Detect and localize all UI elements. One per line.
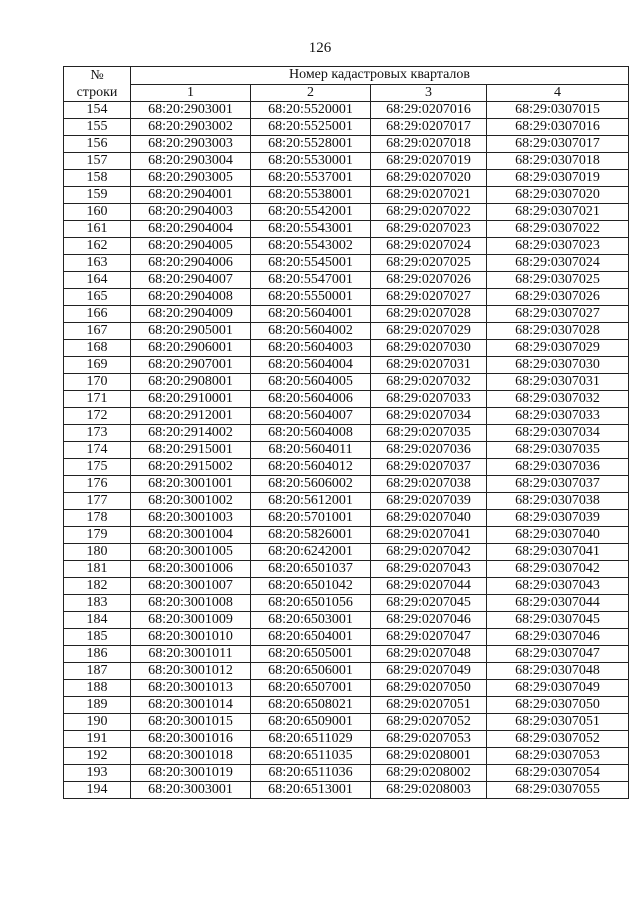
quarter-col3-cell: 68:29:0207047 <box>371 629 487 646</box>
quarter-col4-cell: 68:29:0307017 <box>487 136 629 153</box>
row-number-cell: 178 <box>64 510 131 527</box>
row-number-cell: 177 <box>64 493 131 510</box>
quarter-col2-cell: 68:20:5525001 <box>251 119 371 136</box>
row-number-cell: 175 <box>64 459 131 476</box>
quarter-col1-cell: 68:20:3001013 <box>131 680 251 697</box>
quarter-col1-cell: 68:20:3001009 <box>131 612 251 629</box>
quarter-col3-cell: 68:29:0207024 <box>371 238 487 255</box>
quarter-col2-cell: 68:20:5604012 <box>251 459 371 476</box>
quarter-col4-cell: 68:29:0307042 <box>487 561 629 578</box>
quarter-col1-cell: 68:20:2904006 <box>131 255 251 272</box>
table-row <box>64 459 629 476</box>
table-row <box>64 238 629 255</box>
quarter-col4-cell: 68:29:0307030 <box>487 357 629 374</box>
quarter-col2-cell: 68:20:5604011 <box>251 442 371 459</box>
table-row <box>64 731 629 748</box>
quarter-col2-cell: 68:20:6511035 <box>251 748 371 765</box>
quarter-col3-cell: 68:29:0207040 <box>371 510 487 527</box>
quarter-col3-cell: 68:29:0207019 <box>371 153 487 170</box>
row-number-cell: 163 <box>64 255 131 272</box>
quarter-col4-cell: 68:29:0307035 <box>487 442 629 459</box>
quarter-col4-cell: 68:29:0307041 <box>487 544 629 561</box>
table-row <box>64 442 629 459</box>
quarter-col1-cell: 68:20:3001018 <box>131 748 251 765</box>
table-row <box>64 204 629 221</box>
header-row-group <box>64 67 629 85</box>
row-number-cell: 193 <box>64 765 131 782</box>
quarter-col2-cell: 68:20:5545001 <box>251 255 371 272</box>
header-row-columns <box>64 84 629 102</box>
quarter-col3-cell: 68:29:0207025 <box>371 255 487 272</box>
quarter-col2-cell: 68:20:6504001 <box>251 629 371 646</box>
quarter-col4-cell: 68:29:0307032 <box>487 391 629 408</box>
quarter-col2-cell: 68:20:5604008 <box>251 425 371 442</box>
quarter-col2-cell: 68:20:6507001 <box>251 680 371 697</box>
table-row <box>64 374 629 391</box>
quarter-col1-cell: 68:20:2904003 <box>131 204 251 221</box>
table-row <box>64 782 629 799</box>
table-row <box>64 561 629 578</box>
table-row <box>64 272 629 289</box>
row-number-header-line2: строки <box>76 85 118 100</box>
quarter-col1-cell: 68:20:2915002 <box>131 459 251 476</box>
quarter-col4-cell: 68:29:0307048 <box>487 663 629 680</box>
quarter-col3-cell: 68:29:0207049 <box>371 663 487 680</box>
quarter-col3-cell: 68:29:0208002 <box>371 765 487 782</box>
quarter-col4-cell: 68:29:0307038 <box>487 493 629 510</box>
table-row <box>64 221 629 238</box>
quarter-col2-cell: 68:20:5606002 <box>251 476 371 493</box>
quarter-col2-cell: 68:20:6501042 <box>251 578 371 595</box>
quarter-col3-cell: 68:29:0207053 <box>371 731 487 748</box>
table-row <box>64 765 629 782</box>
quarter-col2-cell: 68:20:5604005 <box>251 374 371 391</box>
quarter-col4-cell: 68:29:0307034 <box>487 425 629 442</box>
row-number-cell: 155 <box>64 119 131 136</box>
table-row <box>64 408 629 425</box>
table-row <box>64 187 629 204</box>
quarter-col4-cell: 68:29:0307026 <box>487 289 629 306</box>
quarter-col4-cell: 68:29:0307044 <box>487 595 629 612</box>
quarter-col2-cell: 68:20:5604001 <box>251 306 371 323</box>
quarter-col3-cell: 68:29:0207045 <box>371 595 487 612</box>
row-number-cell: 167 <box>64 323 131 340</box>
quarter-col3-cell: 68:29:0207032 <box>371 374 487 391</box>
quarter-col1-cell: 68:20:2904009 <box>131 306 251 323</box>
quarter-col2-cell: 68:20:6506001 <box>251 663 371 680</box>
quarter-col4-cell: 68:29:0307045 <box>487 612 629 629</box>
quarter-col1-cell: 68:20:3001016 <box>131 731 251 748</box>
quarter-col1-cell: 68:20:2907001 <box>131 357 251 374</box>
page-number: 126 <box>308 40 332 56</box>
quarter-col3-cell: 68:29:0207029 <box>371 323 487 340</box>
quarter-col2-cell: 68:20:5701001 <box>251 510 371 527</box>
table-body <box>64 102 629 799</box>
row-number-header-line1: № <box>90 68 104 83</box>
row-number-cell: 187 <box>64 663 131 680</box>
quarter-col1-cell: 68:20:2914002 <box>131 425 251 442</box>
row-number-cell: 181 <box>64 561 131 578</box>
quarter-col1-cell: 68:20:3001005 <box>131 544 251 561</box>
quarter-col1-cell: 68:20:3001010 <box>131 629 251 646</box>
cadastral-quarters-group-header: Номер кадастровых кварталов <box>131 67 629 85</box>
row-number-cell: 180 <box>64 544 131 561</box>
table-row <box>64 102 629 119</box>
quarter-col4-cell: 68:29:0307043 <box>487 578 629 595</box>
quarter-col3-cell: 68:29:0207018 <box>371 136 487 153</box>
table-row <box>64 663 629 680</box>
quarter-col2-cell: 68:20:5604006 <box>251 391 371 408</box>
quarter-col1-cell: 68:20:3003001 <box>131 782 251 799</box>
quarter-col1-cell: 68:20:2912001 <box>131 408 251 425</box>
quarter-col1-cell: 68:20:2903002 <box>131 119 251 136</box>
row-number-cell: 164 <box>64 272 131 289</box>
quarter-col4-cell: 68:29:0307022 <box>487 221 629 238</box>
table-row <box>64 544 629 561</box>
quarter-col4-cell: 68:29:0307050 <box>487 697 629 714</box>
quarter-col3-cell: 68:29:0207020 <box>371 170 487 187</box>
quarter-col1-cell: 68:20:2904005 <box>131 238 251 255</box>
quarter-col2-cell: 68:20:5604002 <box>251 323 371 340</box>
quarter-col1-cell: 68:20:2904008 <box>131 289 251 306</box>
table-row <box>64 391 629 408</box>
quarter-col2-cell: 68:20:5543002 <box>251 238 371 255</box>
row-number-cell: 161 <box>64 221 131 238</box>
quarter-col3-cell: 68:29:0207023 <box>371 221 487 238</box>
quarter-col2-cell: 68:20:5543001 <box>251 221 371 238</box>
quarter-col2-cell: 68:20:6503001 <box>251 612 371 629</box>
quarter-col1-cell: 68:20:2903003 <box>131 136 251 153</box>
quarter-col2-cell: 68:20:5604007 <box>251 408 371 425</box>
quarter-col3-cell: 68:29:0208001 <box>371 748 487 765</box>
quarter-col2-cell: 68:20:5538001 <box>251 187 371 204</box>
table-header <box>64 67 629 102</box>
row-number-cell: 158 <box>64 170 131 187</box>
quarter-col4-cell: 68:29:0307040 <box>487 527 629 544</box>
row-number-cell: 173 <box>64 425 131 442</box>
quarter-col1-cell: 68:20:3001011 <box>131 646 251 663</box>
quarter-col4-cell: 68:29:0307053 <box>487 748 629 765</box>
quarter-col1-cell: 68:20:3001001 <box>131 476 251 493</box>
quarter-col4-cell: 68:29:0307052 <box>487 731 629 748</box>
row-number-cell: 159 <box>64 187 131 204</box>
table-row <box>64 646 629 663</box>
row-number-cell: 160 <box>64 204 131 221</box>
row-number-cell: 166 <box>64 306 131 323</box>
row-number-cell: 183 <box>64 595 131 612</box>
row-number-cell: 165 <box>64 289 131 306</box>
quarter-col1-cell: 68:20:3001006 <box>131 561 251 578</box>
cadastral-quarters-table <box>63 66 629 799</box>
quarter-col3-cell: 68:29:0207043 <box>371 561 487 578</box>
column-header-2: 2 <box>251 84 371 102</box>
table-row <box>64 748 629 765</box>
table-row <box>64 136 629 153</box>
quarter-col2-cell: 68:20:5520001 <box>251 102 371 119</box>
quarter-col2-cell: 68:20:6501037 <box>251 561 371 578</box>
quarter-col2-cell: 68:20:6242001 <box>251 544 371 561</box>
quarter-col2-cell: 68:20:5604003 <box>251 340 371 357</box>
quarter-col1-cell: 68:20:3001003 <box>131 510 251 527</box>
quarter-col2-cell: 68:20:5604004 <box>251 357 371 374</box>
row-number-cell: 170 <box>64 374 131 391</box>
row-number-cell: 185 <box>64 629 131 646</box>
row-number-cell: 189 <box>64 697 131 714</box>
quarter-col3-cell: 68:29:0207042 <box>371 544 487 561</box>
quarter-col4-cell: 68:29:0307016 <box>487 119 629 136</box>
column-header-1: 1 <box>131 84 251 102</box>
quarter-col4-cell: 68:29:0307039 <box>487 510 629 527</box>
quarter-col3-cell: 68:29:0207036 <box>371 442 487 459</box>
table-row <box>64 680 629 697</box>
quarter-col3-cell: 68:29:0207027 <box>371 289 487 306</box>
quarter-col2-cell: 68:20:6509001 <box>251 714 371 731</box>
quarter-col4-cell: 68:29:0307031 <box>487 374 629 391</box>
quarter-col3-cell: 68:29:0207028 <box>371 306 487 323</box>
table-row <box>64 425 629 442</box>
row-number-cell: 157 <box>64 153 131 170</box>
quarter-col3-cell: 68:29:0207017 <box>371 119 487 136</box>
quarter-col1-cell: 68:20:2904001 <box>131 187 251 204</box>
row-number-cell: 174 <box>64 442 131 459</box>
quarter-col3-cell: 68:29:0207030 <box>371 340 487 357</box>
quarter-col1-cell: 68:20:2908001 <box>131 374 251 391</box>
quarter-col3-cell: 68:29:0207026 <box>371 272 487 289</box>
quarter-col1-cell: 68:20:2904007 <box>131 272 251 289</box>
row-number-cell: 172 <box>64 408 131 425</box>
quarter-col4-cell: 68:29:0307037 <box>487 476 629 493</box>
quarter-col4-cell: 68:29:0307033 <box>487 408 629 425</box>
quarter-col3-cell: 68:29:0207021 <box>371 187 487 204</box>
quarter-col4-cell: 68:29:0307028 <box>487 323 629 340</box>
row-number-cell: 154 <box>64 102 131 119</box>
quarter-col3-cell: 68:29:0207035 <box>371 425 487 442</box>
quarter-col1-cell: 68:20:3001012 <box>131 663 251 680</box>
row-number-cell: 169 <box>64 357 131 374</box>
table-row <box>64 153 629 170</box>
table-row <box>64 612 629 629</box>
row-number-cell: 168 <box>64 340 131 357</box>
quarter-col1-cell: 68:20:2910001 <box>131 391 251 408</box>
quarter-col3-cell: 68:29:0207033 <box>371 391 487 408</box>
quarter-col1-cell: 68:20:2904004 <box>131 221 251 238</box>
quarter-col4-cell: 68:29:0307054 <box>487 765 629 782</box>
quarter-col2-cell: 68:20:5528001 <box>251 136 371 153</box>
table-row <box>64 476 629 493</box>
row-number-cell: 179 <box>64 527 131 544</box>
quarter-col4-cell: 68:29:0307055 <box>487 782 629 799</box>
row-number-header <box>64 67 131 102</box>
table-row <box>64 357 629 374</box>
table-row <box>64 289 629 306</box>
quarter-col1-cell: 68:20:3001019 <box>131 765 251 782</box>
quarter-col4-cell: 68:29:0307029 <box>487 340 629 357</box>
quarter-col1-cell: 68:20:2915001 <box>131 442 251 459</box>
quarter-col3-cell: 68:29:0207039 <box>371 493 487 510</box>
quarter-col2-cell: 68:20:5826001 <box>251 527 371 544</box>
quarter-col2-cell: 68:20:5530001 <box>251 153 371 170</box>
quarter-col3-cell: 68:29:0207044 <box>371 578 487 595</box>
quarter-col4-cell: 68:29:0307024 <box>487 255 629 272</box>
quarter-col3-cell: 68:29:0207038 <box>371 476 487 493</box>
column-header-3: 3 <box>371 84 487 102</box>
quarter-col3-cell: 68:29:0207016 <box>371 102 487 119</box>
quarter-col4-cell: 68:29:0307020 <box>487 187 629 204</box>
table-row <box>64 119 629 136</box>
row-number-cell: 191 <box>64 731 131 748</box>
quarter-col3-cell: 68:29:0207046 <box>371 612 487 629</box>
row-number-cell: 156 <box>64 136 131 153</box>
quarter-col2-cell: 68:20:5547001 <box>251 272 371 289</box>
row-number-cell: 192 <box>64 748 131 765</box>
quarter-col2-cell: 68:20:5537001 <box>251 170 371 187</box>
table-row <box>64 578 629 595</box>
quarter-col2-cell: 68:20:6508021 <box>251 697 371 714</box>
quarter-col3-cell: 68:29:0207031 <box>371 357 487 374</box>
quarter-col2-cell: 68:20:6511029 <box>251 731 371 748</box>
table-row <box>64 629 629 646</box>
quarter-col1-cell: 68:20:2903001 <box>131 102 251 119</box>
table-row <box>64 510 629 527</box>
quarter-col1-cell: 68:20:3001007 <box>131 578 251 595</box>
quarter-col2-cell: 68:20:5612001 <box>251 493 371 510</box>
quarter-col2-cell: 68:20:6513001 <box>251 782 371 799</box>
quarter-col3-cell: 68:29:0207034 <box>371 408 487 425</box>
quarter-col3-cell: 68:29:0207037 <box>371 459 487 476</box>
quarter-col2-cell: 68:20:5550001 <box>251 289 371 306</box>
quarter-col4-cell: 68:29:0307015 <box>487 102 629 119</box>
quarter-col3-cell: 68:29:0207048 <box>371 646 487 663</box>
quarter-col4-cell: 68:29:0307018 <box>487 153 629 170</box>
row-number-cell: 182 <box>64 578 131 595</box>
row-number-cell: 186 <box>64 646 131 663</box>
quarter-col3-cell: 68:29:0207022 <box>371 204 487 221</box>
quarter-col3-cell: 68:29:0207050 <box>371 680 487 697</box>
table-row <box>64 595 629 612</box>
table-row <box>64 323 629 340</box>
quarter-col4-cell: 68:29:0307023 <box>487 238 629 255</box>
table-row <box>64 170 629 187</box>
row-number-cell: 171 <box>64 391 131 408</box>
quarter-col1-cell: 68:20:3001002 <box>131 493 251 510</box>
row-number-cell: 176 <box>64 476 131 493</box>
quarter-col1-cell: 68:20:3001008 <box>131 595 251 612</box>
quarter-col1-cell: 68:20:2903004 <box>131 153 251 170</box>
table-row <box>64 340 629 357</box>
quarter-col2-cell: 68:20:6501056 <box>251 595 371 612</box>
quarter-col4-cell: 68:29:0307046 <box>487 629 629 646</box>
quarter-col1-cell: 68:20:2905001 <box>131 323 251 340</box>
quarter-col3-cell: 68:29:0208003 <box>371 782 487 799</box>
row-number-cell: 190 <box>64 714 131 731</box>
quarter-col4-cell: 68:29:0307019 <box>487 170 629 187</box>
quarter-col4-cell: 68:29:0307021 <box>487 204 629 221</box>
table-row <box>64 306 629 323</box>
quarter-col3-cell: 68:29:0207052 <box>371 714 487 731</box>
row-number-cell: 162 <box>64 238 131 255</box>
quarter-col3-cell: 68:29:0207051 <box>371 697 487 714</box>
quarter-col2-cell: 68:20:5542001 <box>251 204 371 221</box>
quarter-col4-cell: 68:29:0307027 <box>487 306 629 323</box>
row-number-cell: 188 <box>64 680 131 697</box>
row-number-cell: 184 <box>64 612 131 629</box>
quarter-col1-cell: 68:20:2903005 <box>131 170 251 187</box>
quarter-col1-cell: 68:20:2906001 <box>131 340 251 357</box>
quarter-col1-cell: 68:20:3001014 <box>131 697 251 714</box>
table-row <box>64 493 629 510</box>
quarter-col1-cell: 68:20:3001004 <box>131 527 251 544</box>
quarter-col1-cell: 68:20:3001015 <box>131 714 251 731</box>
quarter-col2-cell: 68:20:6511036 <box>251 765 371 782</box>
table-row <box>64 714 629 731</box>
quarter-col4-cell: 68:29:0307036 <box>487 459 629 476</box>
quarter-col4-cell: 68:29:0307025 <box>487 272 629 289</box>
quarter-col2-cell: 68:20:6505001 <box>251 646 371 663</box>
table-row <box>64 527 629 544</box>
table-row <box>64 697 629 714</box>
quarter-col4-cell: 68:29:0307051 <box>487 714 629 731</box>
quarter-col4-cell: 68:29:0307049 <box>487 680 629 697</box>
quarter-col4-cell: 68:29:0307047 <box>487 646 629 663</box>
quarter-col3-cell: 68:29:0207041 <box>371 527 487 544</box>
row-number-cell: 194 <box>64 782 131 799</box>
column-header-4: 4 <box>487 84 629 102</box>
table-row <box>64 255 629 272</box>
